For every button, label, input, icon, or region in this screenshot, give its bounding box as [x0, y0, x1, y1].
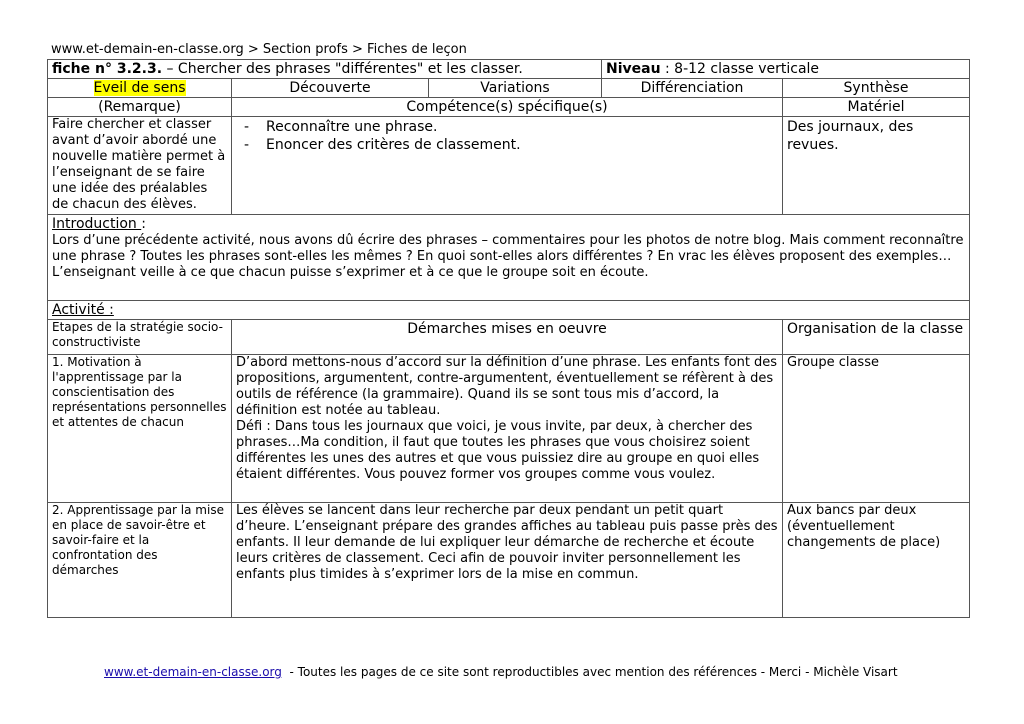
step-demarche — [232, 503, 783, 618]
step-demarche-paragraph: D’abord mettons-nous d’accord sur la définition d’une phrase. Les enfants font des propositions, argumentent, contre-argumentent, éventuellement se réfèrent à des outils de référence (la grammaire). Quand ils se sont tous mis d’accord, la définition est notée au tableau. — [236, 355, 778, 418]
step-etape: 2. Apprentissage par la mise en place de savoir-être et savoir-faire et la confrontation des démarches — [48, 503, 232, 618]
step-row — [48, 355, 970, 503]
step-demarche — [232, 355, 783, 503]
activite-row — [48, 301, 970, 320]
introduction-colon: : — [141, 216, 146, 232]
introduction-text: Lors d’une précédente activité, nous avons dû écrire des phrases – commentaires pour les photos de notre blog. Mais comment reconnaître une phrase ? Toutes les phrases sont-elles les mêmes ? En quoi sont-elles alors différentes ? En vrac les élèves proposent des exemples…L’enseignant veille à ce que chacun puisse s’exprimer et à ce que le groupe soit en écoute. — [52, 233, 964, 280]
introduction-title: Introduction — [52, 216, 142, 232]
fiche-label: fiche n° 3.2.3. — [52, 61, 163, 77]
niveau-cell — [602, 60, 970, 79]
step-etape: 1. Motivation à l'apprentissage par la conscientisation des représentations personnelles et attentes de chacun — [48, 355, 232, 503]
fiche-title: – Chercher des phrases "différentes" et les classer. — [162, 61, 523, 77]
step-organisation: Groupe classe — [783, 355, 970, 503]
phase-eveil — [48, 79, 232, 98]
phase-differenciation: Différenciation — [602, 79, 783, 98]
footer — [104, 665, 898, 679]
materiel-header: Matériel — [783, 98, 970, 117]
introduction-row — [48, 215, 970, 301]
step-row — [48, 503, 970, 618]
competences-list — [236, 118, 778, 154]
organisation-header: Organisation de la classe — [783, 320, 970, 355]
phase-decouverte: Découverte — [232, 79, 429, 98]
fiche-title-cell — [48, 60, 602, 79]
materiel-text: Des journaux, des revues. — [783, 117, 970, 215]
competence-item: - Reconnaître une phrase. — [266, 118, 778, 136]
activite-cell — [48, 301, 970, 320]
activite-header-row — [48, 320, 970, 355]
niveau-value: : 8-12 classe verticale — [660, 61, 820, 77]
step-organisation: Aux bancs par deux (éventuellement changements de place) — [783, 503, 970, 618]
section-header-row — [48, 98, 970, 117]
competences-header: Compétence(s) spécifique(s) — [232, 98, 783, 117]
competences-cell — [232, 117, 783, 215]
step-demarche-paragraph: Les élèves se lancent dans leur recherche par deux pendant un petit quart d’heure. L’enseignant prépare des grandes affiches au tableau puis passe près des enfants. Il leur demande de lui expliquer leur démarche de recherche et écoute leurs critères de classement. Ceci afin de pouvoir inviter personnellement les enfants plus timides à s’exprimer lors de la mise en commun. — [236, 503, 778, 582]
niveau-label: Niveau — [606, 61, 661, 77]
phase-synthese: Synthèse — [783, 79, 970, 98]
phase-eveil-label: Eveil de sens — [93, 80, 186, 96]
header-path: www.et-demain-en-classe.org > Section profs > Fiches de leçon — [51, 42, 467, 57]
phases-row — [48, 79, 970, 98]
phase-variations: Variations — [429, 79, 602, 98]
fiche-row — [48, 60, 970, 79]
activite-title: Activité : — [52, 302, 114, 318]
introduction-cell — [48, 215, 970, 301]
footer-link[interactable]: www.et-demain-en-classe.org — [104, 665, 282, 679]
remarque-text: Faire chercher et classer avant d’avoir abordé une nouvelle matière permet à l’enseignant de se faire une idée des préalables de chacun des élèves. — [48, 117, 232, 215]
competence-item: - Enoncer des critères de classement. — [266, 136, 778, 154]
introduction-heading — [52, 215, 965, 233]
lesson-sheet-table — [47, 59, 970, 618]
step-demarche-paragraph: Défi : Dans tous les journaux que voici, je vous invite, par deux, à chercher des phrases…Ma condition, il faut que toutes les phrases que vous choisirez soient différentes les unes des autres et que vous puissiez dire au groupe en quoi elles étaient différentes. Vous pouvez former vos groupes comme vous voulez. — [236, 419, 760, 482]
footer-text: - Toutes les pages de ce site sont reproductibles avec mention des références - Merci - Michèle Visart — [281, 665, 898, 679]
etapes-header: Etapes de la stratégie socio-constructiviste — [48, 320, 232, 355]
remarque-header: (Remarque) — [48, 98, 232, 117]
demarches-header: Démarches mises en oeuvre — [232, 320, 783, 355]
content-row — [48, 117, 970, 215]
